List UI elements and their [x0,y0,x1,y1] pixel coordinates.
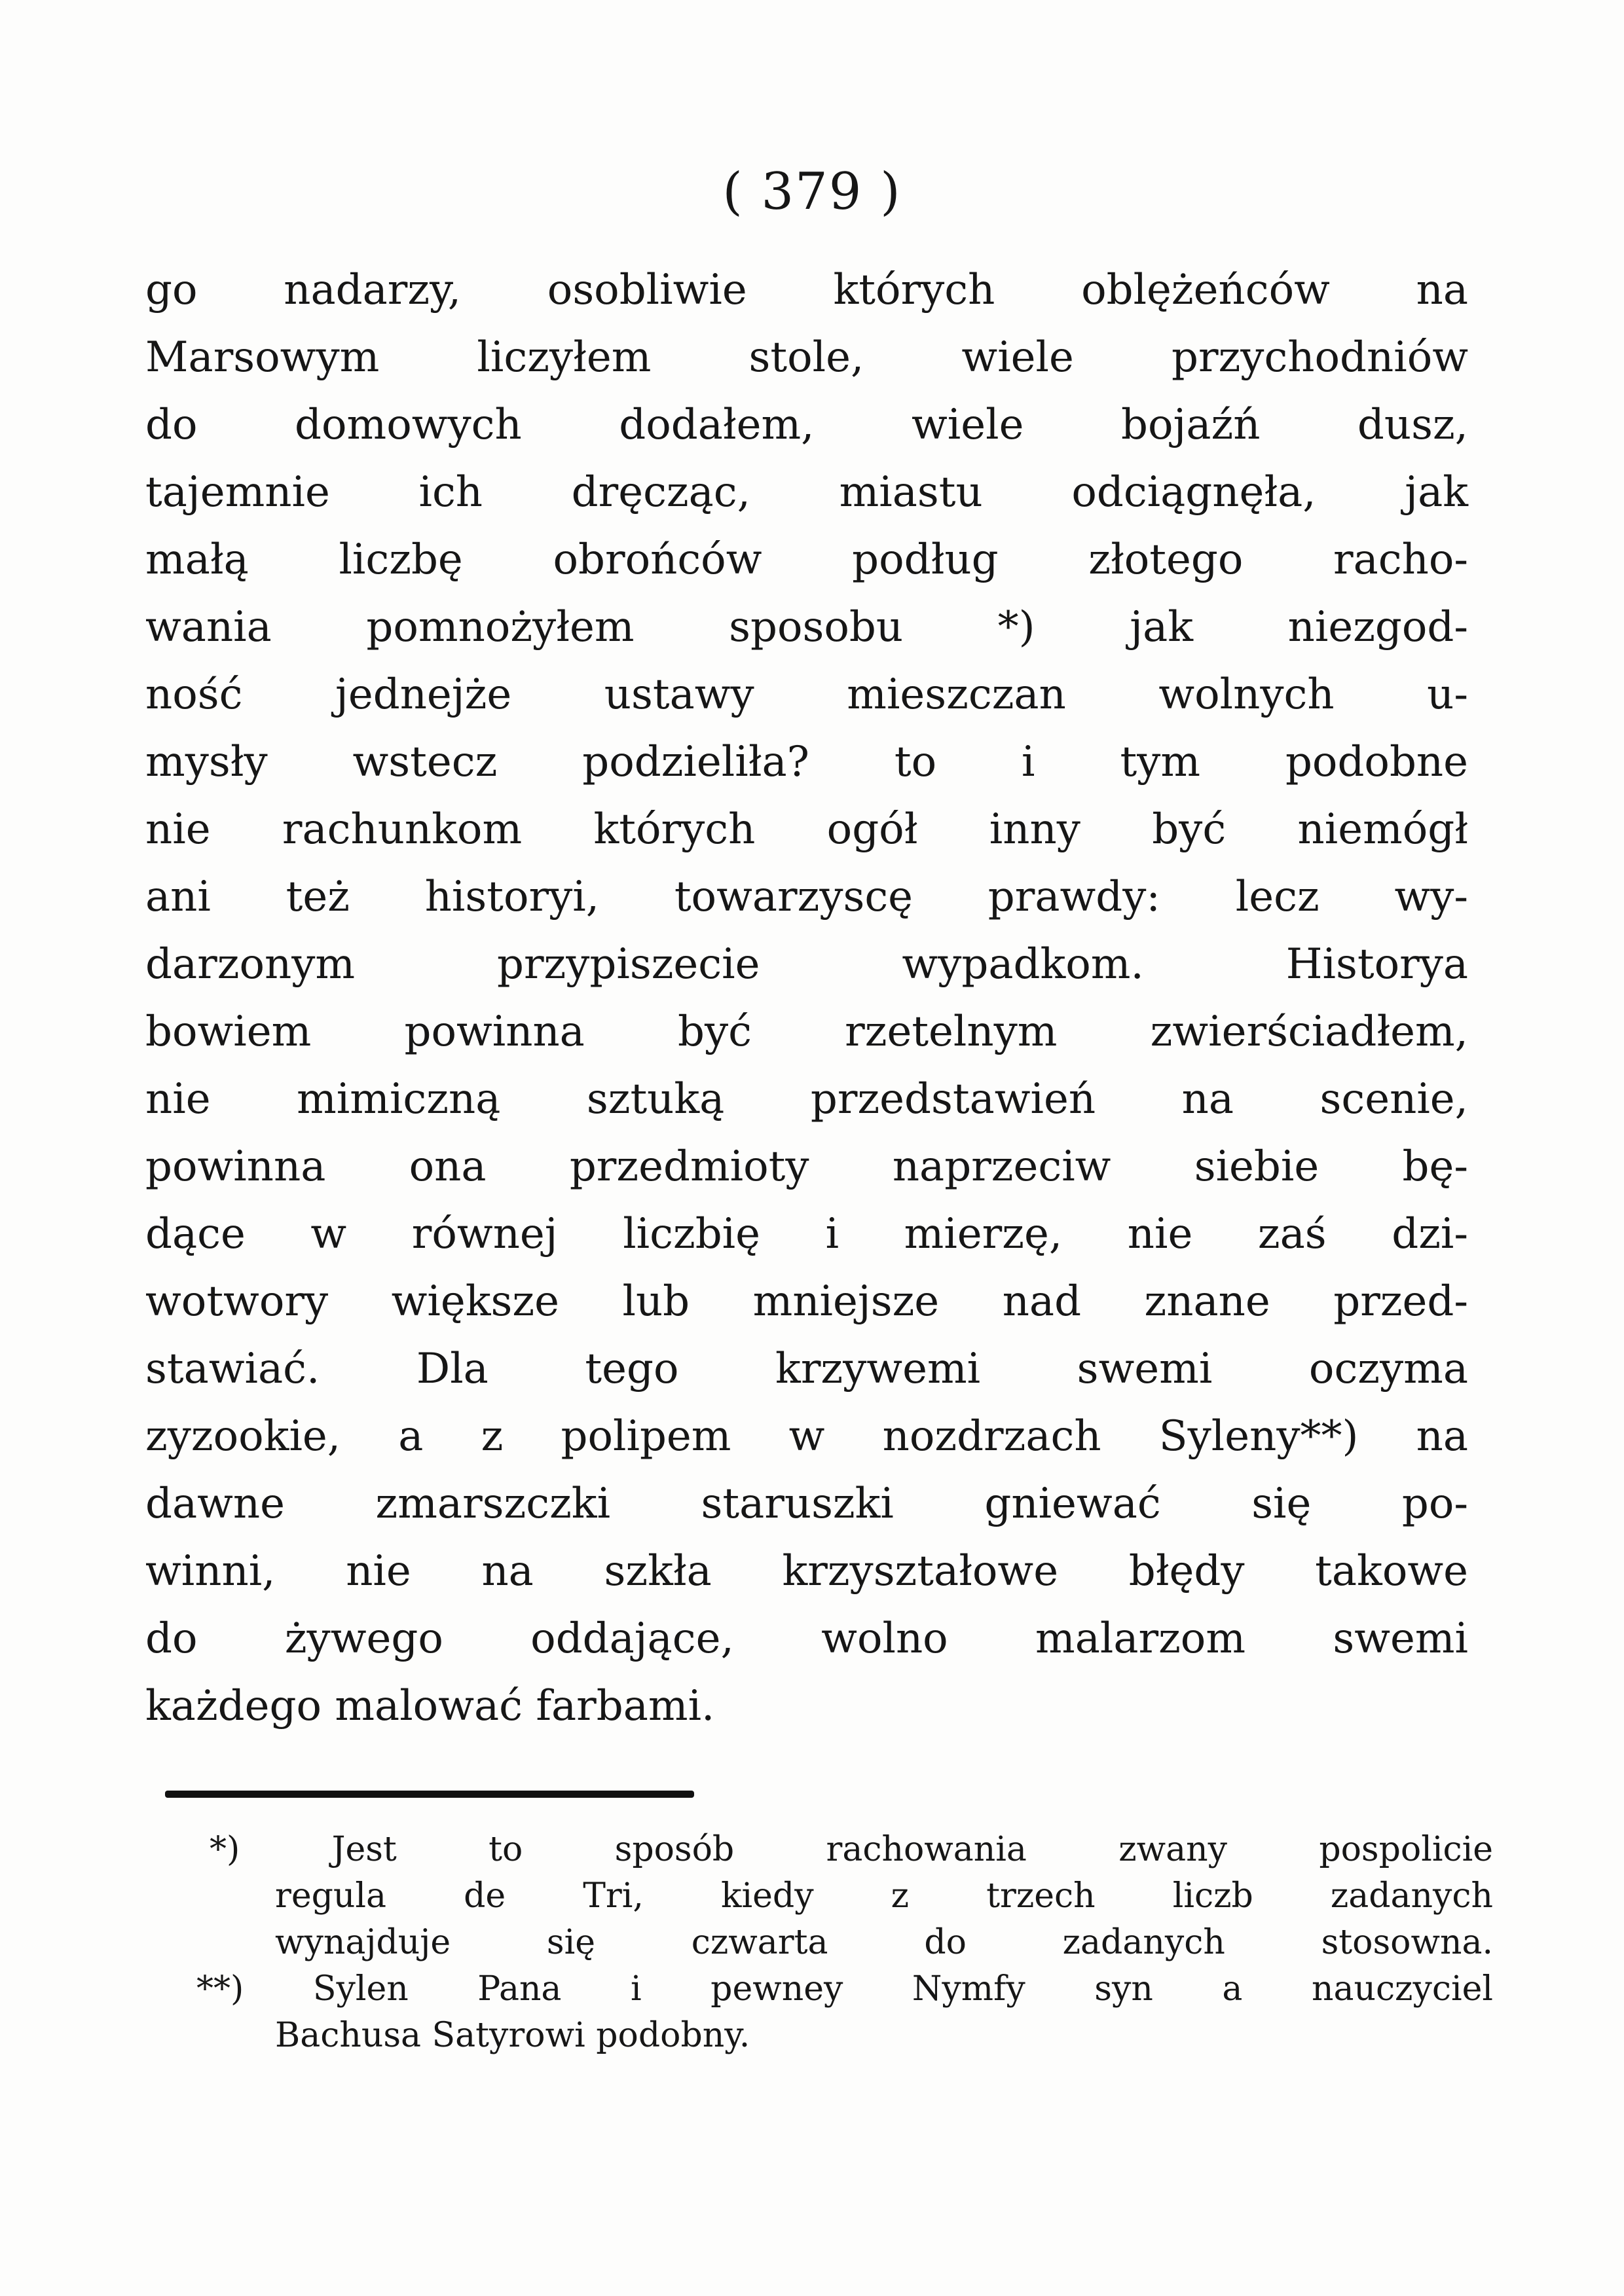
footnote-rule [165,1791,694,1798]
text-line: go nadarzy, osobliwie których oblężeńców na [145,266,1468,314]
text-line: wania pomnożyłem sposobu *) jak niezgod- [145,603,1468,651]
text-line: powinna ona przedmioty naprzeciw siebie bę- [145,1142,1468,1191]
text-line: małą liczbę obrońców podług złotego racho- [145,536,1468,584]
text-line: bowiem powinna być rzetelnym zwierściadłem, [145,1008,1468,1056]
text-line: nie mimiczną sztuką przedstawień na scenie, [145,1075,1468,1123]
text-line: Marsowym liczyłem stole, wiele przychodniów [145,333,1468,382]
text-line: zyzookie, a z polipem w nozdrzach Syleny**) na [145,1412,1468,1461]
text-line: stawiać. Dla tego krzywemi swemi oczyma [145,1345,1468,1393]
page-number: ( 379 ) [722,162,902,221]
text-line: do żywego oddające, wolno malarzom swemi [145,1614,1468,1663]
text-line: mysły wstecz podzieliła? to i tym podobne [145,738,1468,786]
footnote-line: wynajduje się czwarta do zadanych stosowna. [275,1923,1493,1962]
text-line: wotwory większe lub mniejsze nad znane przed- [145,1277,1468,1326]
footnotes [196,1827,1493,2059]
footnote-1 [196,1827,1493,1966]
text-line: ność jednejże ustawy mieszczan wolnych u- [145,670,1468,719]
text-line: dące w równej liczbię i mierzę, nie zaś dzi- [145,1210,1468,1258]
text-line: darzonym przypiszecie wypadkom. Historya [145,940,1468,989]
text-line: nie rachunkom których ogół inny być niemógł [145,805,1468,854]
text-line: winni, nie na szkła krzyształowe błędy takowe [145,1547,1468,1595]
footnote-line: regula de Tri, kiedy z trzech liczb zadanych [275,1876,1493,1916]
text-line: do domowych dodałem, wiele bojaźń dusz, [145,401,1468,449]
footnote-line: *) Jest to sposób rachowania zwany pospolicie [210,1830,1493,1869]
footnote-line: Bachusa Satyrowi podobny. [275,2016,750,2055]
text-line: każdego malować farbami. [145,1682,715,1730]
text-line: dawne zmarszczki staruszki gniewać się po- [145,1480,1468,1528]
body-text [145,257,1468,1740]
footnote-line: **) Sylen Pana i pewney Nymfy syn a nauczyciel [196,1969,1493,2009]
text-line: tajemnie ich dręcząc, miastu odciągnęła, jak [145,468,1468,517]
footnote-2 [196,1966,1493,2059]
text-line: ani też historyi, towarzyscę prawdy: lecz wy- [145,873,1468,921]
